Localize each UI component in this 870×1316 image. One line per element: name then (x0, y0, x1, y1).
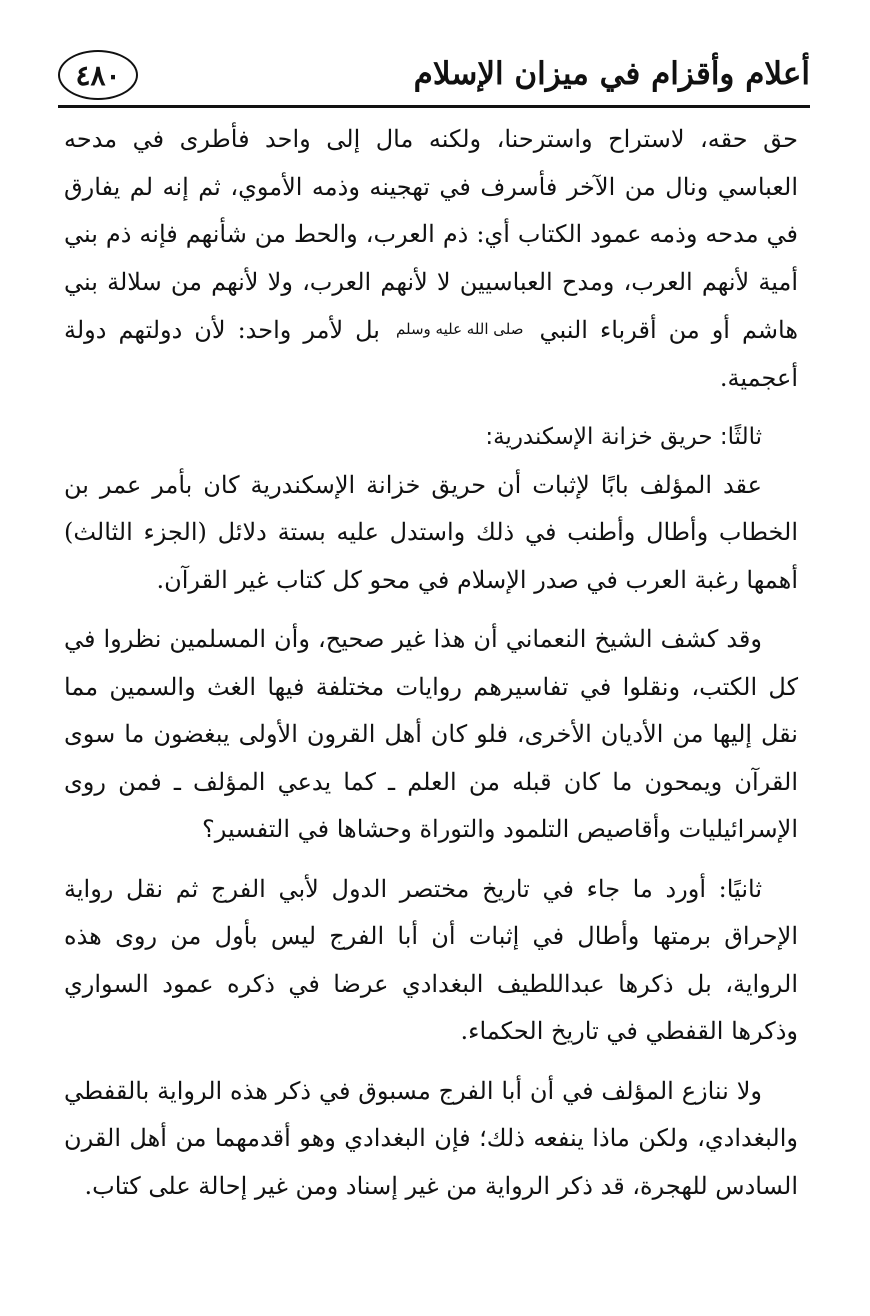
page-header (58, 50, 810, 106)
running-title: أعلام وأقزام في ميزان الإسلام (413, 56, 810, 92)
paragraph-1-part-a: حق حقه، لاستراح واسترحنا، ولكنه مال إلى واحد فأطرى في مدحه العباسي ونال من الآخر فأسرف في تهجينه وذمه الأموي، ثم إنه لم يفارق في مدحه وذمه عمود الكتاب أي: ذم العرب، والحط من شأنهم فإنه ذم بني أمية لأنهم العرب، ومدح العباسيين لا لأنهم العرب، ولا لأنهم من سلالة بني هاشم أو من أقرباء النبي (64, 125, 799, 344)
page-number-badge: ٤٨٠ (58, 50, 138, 100)
paragraph-1-part-b: بل لأمر واحد: لأن دولتهم دولة أعجمية. (64, 316, 798, 392)
paragraph-3: وقد كشف الشيخ النعماني أن هذا غير صحيح، وأن المسلمين نظروا في كل الكتب، ونقلوا في تفاسيرهم روايات مختلفة فيها الغث والسمين مما نقل إليها من الأديان الأخرى، فلو كان أهل القرون الأولى يبغضون ما سوى القرآن ويمحون ما كان قبله من العلم ـ كما يدعي المؤلف ـ فمن روى الإسرائيليات وأقاصيص التلمود والتوراة وحشاها في التفسير؟ (64, 625, 798, 843)
header-rule (58, 105, 810, 108)
paragraph-2: عقد المؤلف بابًا لإثبات أن حريق خزانة الإسكندرية كان بأمر عمر بن الخطاب وأطال وأطنب في ذلك واستدل عليه بستة دلائل (الجزء الثالث) أهمها رغبة العرب في صدر الإسلام في محو كل كتاب غير القرآن. (64, 470, 798, 594)
paragraph-4: ثانيًا: أورد ما جاء في تاريخ مختصر الدول لأبي الفرج ثم نقل رواية الإحراق برمتها وأطال في إثبات أن أبا الفرج ليس بأول من روى هذه الرواية، بل ذكرها عبداللطيف البغدادي عرضا في ذكره عمود السواري وذكرها القفطي في تاريخ الحكماء. (64, 874, 798, 1045)
paragraph-5: ولا ننازع المؤلف في أن أبا الفرج مسبوق في ذكر هذه الرواية بالقفطي والبغدادي، ولكن ماذا ينفعه ذلك؛ فإن البغدادي وهو أقدمهما من أهل القرن السادس للهجرة، قد ذكر الرواية من غير إسناد ومن غير إحالة على كتاب. (64, 1076, 798, 1200)
honorific-glyph: صلى الله عليه وسلم (396, 320, 524, 338)
page-body (64, 116, 798, 1210)
paragraph-1 (64, 116, 798, 402)
section-heading: ثالثًا: حريق خزانة الإسكندرية: (485, 424, 762, 450)
